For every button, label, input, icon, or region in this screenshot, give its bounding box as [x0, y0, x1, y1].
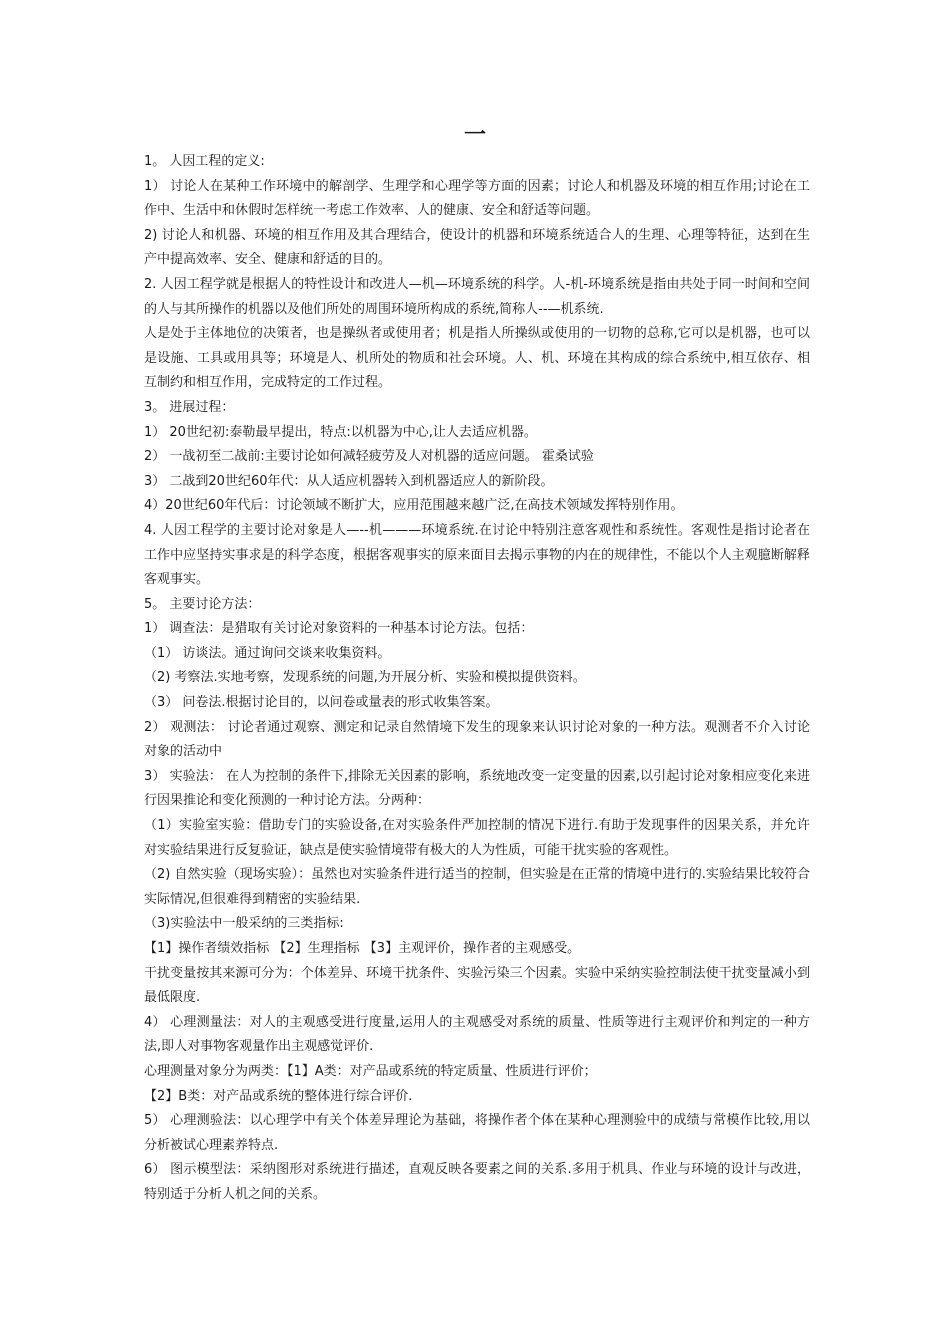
- paragraph: （3)实验法中一般采纳的三类指标:: [144, 916, 344, 932]
- paragraph: 5） 心理测验法：以心理学中有关个体差异理论为基础，将操作者个体在某种心理测验中的成绩与常模作比较,用以分析被试心理素养特点.: [144, 1113, 810, 1153]
- paragraph: 干扰变量按其来源可分为：个体差异、环境干扰条件、实验污染三个因素。实验中采纳实验控制法使干扰变量减小到最低限度.: [144, 965, 810, 1006]
- paragraph: （3） 问卷法.根据讨论目的，以问卷或量表的形式收集答案。: [144, 695, 499, 711]
- paragraph: 1。 人因工程的定义:: [144, 154, 265, 169]
- paragraph: 2） 观测法： 讨论者通过观察、测定和记录自然情境下发生的现象来认识讨论对象的一种方法。观测者不介入讨论对象的活动中: [144, 719, 810, 760]
- paragraph: 【2】B类：对产品或系统的整体进行综合评价.: [144, 1088, 413, 1104]
- paragraph: 4）20世纪60年代后：讨论领域不断扩大，应用范围越来越广泛,在高技术领域发挥特别作用。: [144, 498, 684, 514]
- paragraph: 4. 人因工程学的主要讨论对象是人—--机———环境系统.在讨论中特别注意客观性和系统性。客观性是指讨论者在工作中应坚持实事求是的科学态度，根据客观事实的原来面目去揭示事物的内在的规律性，不能以个人主观臆断解释客观事实。: [144, 522, 810, 588]
- paragraph: 6） 图示模型法：采纳图形对系统进行描述，直观反映各要素之间的关系.多用于机具、作业与环境的设计与改进，特别适于分析人机之间的关系。: [144, 1162, 810, 1202]
- paragraph: 3） 实验法： 在人为控制的条件下,排除无关因素的影响，系统地改变一定变量的因素,以引起讨论对象相应变化来进行因果推论和变化预测的一种讨论方法。分两种：: [144, 768, 810, 809]
- paragraph: 2. 人因工程学就是根据人的特性设计和改进人—机—环境系统的科学。人-机-环境系统是指由共处于同一时间和空间的人与其所操作的机器以及他们所处的周围环境所构成的系统,简称人--—机系统.: [144, 276, 810, 317]
- document-body: [144, 150, 810, 1208]
- paragraph: 4） 心理测量法：对人的主观感受进行度量,运用人的主观感受对系统的质量、性质等进行主观评价和判定的一种方法,即人对事物客观量作出主观感觉评价.: [144, 1014, 810, 1055]
- paragraph: 5。 主要讨论方法：: [144, 596, 261, 612]
- paragraph: 2） 一战初至二战前:主要讨论如何减轻疲劳及人对机器的适应问题。 霍桑试验: [144, 449, 594, 465]
- paragraph: （2) 考察法.实地考察，发现系统的问题,为开展分析、实验和模拟提供资料。: [144, 670, 586, 686]
- paragraph: 3。 进展过程：: [144, 399, 235, 415]
- paragraph: （1） 访谈法。通过询问交谈来收集资料。: [144, 645, 391, 661]
- paragraph: 1） 调查法：是猎取有关讨论对象资料的一种基本讨论方法。包括：: [144, 621, 534, 637]
- paragraph: （1）实验室实验：借助专门的实验设备,在对实验条件严加控制的情况下进行.有助于发现事件的因果关系，并允许对实验结果进行反复验证，缺点是使实验情境带有极大的人为性质，可能干扰实验的客观性。: [144, 818, 810, 858]
- paragraph: 心理测量对象分为两类：【1】A类：对产品或系统的特定质量、性质进行评价；: [144, 1063, 597, 1079]
- page-title: 一: [463, 123, 486, 148]
- paragraph: （2) 自然实验（现场实验）：虽然也对实验条件进行适当的控制，但实验是在正常的情境中进行的.实验结果比较符合实际情况,但很难得到精密的实验结果.: [144, 867, 810, 907]
- paragraph: 3） 二战到20世纪60年代：从人适应机器转入到机器适应人的新阶段。: [144, 473, 554, 489]
- paragraph: 1） 讨论人在某种工作环境中的解剖学、生理学和心理学等方面的因素；讨论人和机器及环境的相互作用;讨论在工作中、生活中和休假时怎样统一考虑工作效率、人的健康、安全和舒适等问题。: [144, 178, 810, 219]
- paragraph: 【1】操作者绩效指标 【2】生理指标 【3】主观评价，操作者的主观感受。: [144, 941, 581, 956]
- paragraph: 人是处于主体地位的决策者，也是操纵者或使用者；机是指人所操纵或使用的一切物的总称,它可以是机器，也可以是设施、工具或用具等；环境是人、机所处的物质和社会环境。人、机、环境在其构成的综合系统中,相互依存、相互制约和相互作用，完成特定的工作过程。: [144, 326, 810, 391]
- paragraph: 2) 讨论人和机器、环境的相互作用及其合理结合，使设计的机器和环境系统适合人的生理、心理等特征，达到在生产中提高效率、安全、健康和舒适的目的。: [144, 227, 810, 268]
- paragraph: 1） 20世纪初:泰勒最早提出，特点:以机器为中心,让人去适应机器。: [144, 424, 537, 440]
